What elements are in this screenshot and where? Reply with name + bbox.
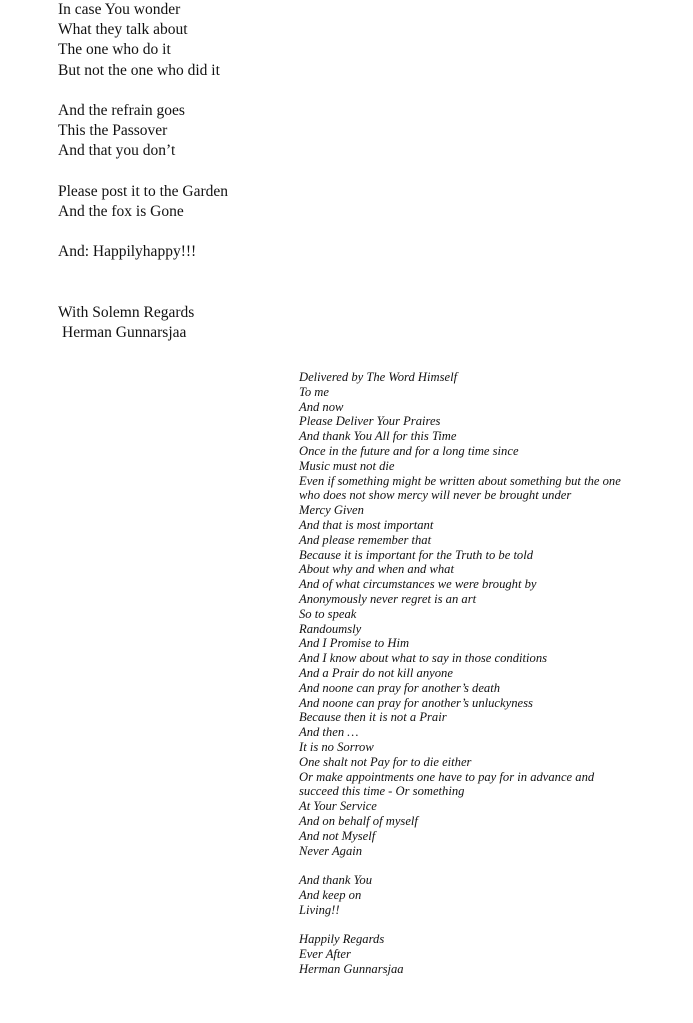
- italic-line: And I Promise to Him: [299, 636, 410, 651]
- italic-line: Mercy Given: [299, 503, 364, 518]
- stanza-gap: [58, 162, 358, 182]
- italic-line: Never Again: [299, 843, 363, 858]
- italic-line: Herman Gunnarsjaa: [299, 961, 404, 976]
- signoff: [58, 303, 194, 343]
- italic-line: To me: [299, 384, 329, 399]
- italic-line: It is no Sorrow: [299, 739, 374, 754]
- poem-line: What they talk about: [58, 21, 188, 39]
- poem-line: The one who do it: [58, 41, 171, 59]
- italic-line: Because it is important for the Truth to be told: [299, 547, 534, 562]
- italic-line: Anonymously never regret is an art: [299, 591, 477, 606]
- stanza-gap: [58, 222, 358, 242]
- italic-line: And on behalf of myself: [299, 813, 418, 828]
- italic-line: And noone can pray for another’s death: [299, 680, 501, 695]
- poem-line: And the fox is Gone: [58, 203, 184, 220]
- stanza-2: [58, 101, 358, 162]
- italic-line: Delivered by The Word Himself: [299, 370, 458, 384]
- poem-line: But not the one who did it: [58, 61, 220, 79]
- poem-line: This the Passover: [58, 122, 168, 140]
- italic-thanks-stanza: [299, 873, 629, 917]
- italic-main-stanza: [299, 370, 629, 858]
- italic-line: And I know about what to say in those conditions: [299, 651, 548, 666]
- italic-line: And thank You All for this Time: [299, 429, 457, 444]
- poem-line: And the refrain goes: [58, 102, 185, 119]
- poem-line: In case You wonder: [58, 1, 181, 18]
- italic-line: And please remember that: [299, 532, 432, 547]
- italic-line: One shalt not Pay for to die either: [299, 754, 472, 769]
- italic-line: Or make appointments one have to pay for in advance and succeed this time - Or something: [299, 769, 595, 799]
- stanza-4: [58, 242, 358, 262]
- italic-line: Randoumsly: [299, 621, 362, 636]
- italic-line: And then …: [299, 725, 359, 740]
- italic-line: Because then it is not a Prair: [299, 710, 447, 725]
- italic-closing-stanza: [299, 932, 629, 976]
- italic-line: And not Myself: [299, 828, 376, 843]
- italic-line: Please Deliver Your Praires: [299, 414, 441, 429]
- italic-line: At Your Service: [299, 799, 377, 814]
- italic-line: Ever After: [299, 947, 351, 962]
- italic-line: And of what circumstances we were brought by: [299, 577, 537, 592]
- italic-line: So to speak: [299, 606, 357, 621]
- italic-line: Happily Regards: [299, 932, 385, 947]
- italic-line: About why and when and what: [299, 562, 454, 577]
- stanza-1: [58, 0, 358, 81]
- italic-line: Once in the future and for a long time since: [299, 443, 519, 458]
- italic-line: Living!!: [299, 902, 340, 917]
- poem-line: And: Happilyhappy!!!: [58, 243, 197, 261]
- poem-line: Please post it to the Garden: [58, 182, 229, 200]
- italic-line: And a Prair do not kill anyone: [299, 665, 453, 680]
- italic-line: Even if something might be written about something but the one who does not show mercy will never be brought under: [299, 473, 621, 503]
- stanza-gap: [299, 917, 629, 932]
- poem-line: And that you don’t: [58, 142, 176, 160]
- italic-line: And thank You: [299, 873, 373, 888]
- stanza-3: [58, 182, 358, 222]
- italic-line: And now: [299, 399, 344, 414]
- italic-message: [299, 370, 629, 977]
- italic-line: And noone can pray for another’s unluckyness: [299, 695, 533, 710]
- signoff-name: Herman Gunnarsjaa: [62, 324, 187, 342]
- italic-line: Music must not die: [299, 458, 395, 473]
- italic-line: And keep on: [299, 887, 362, 902]
- stanza-gap: [58, 81, 358, 101]
- stanza-gap: [299, 858, 629, 873]
- italic-line: And that is most important: [299, 517, 434, 532]
- signoff-regards: With Solemn Regards: [58, 304, 195, 321]
- poem: [58, 0, 358, 263]
